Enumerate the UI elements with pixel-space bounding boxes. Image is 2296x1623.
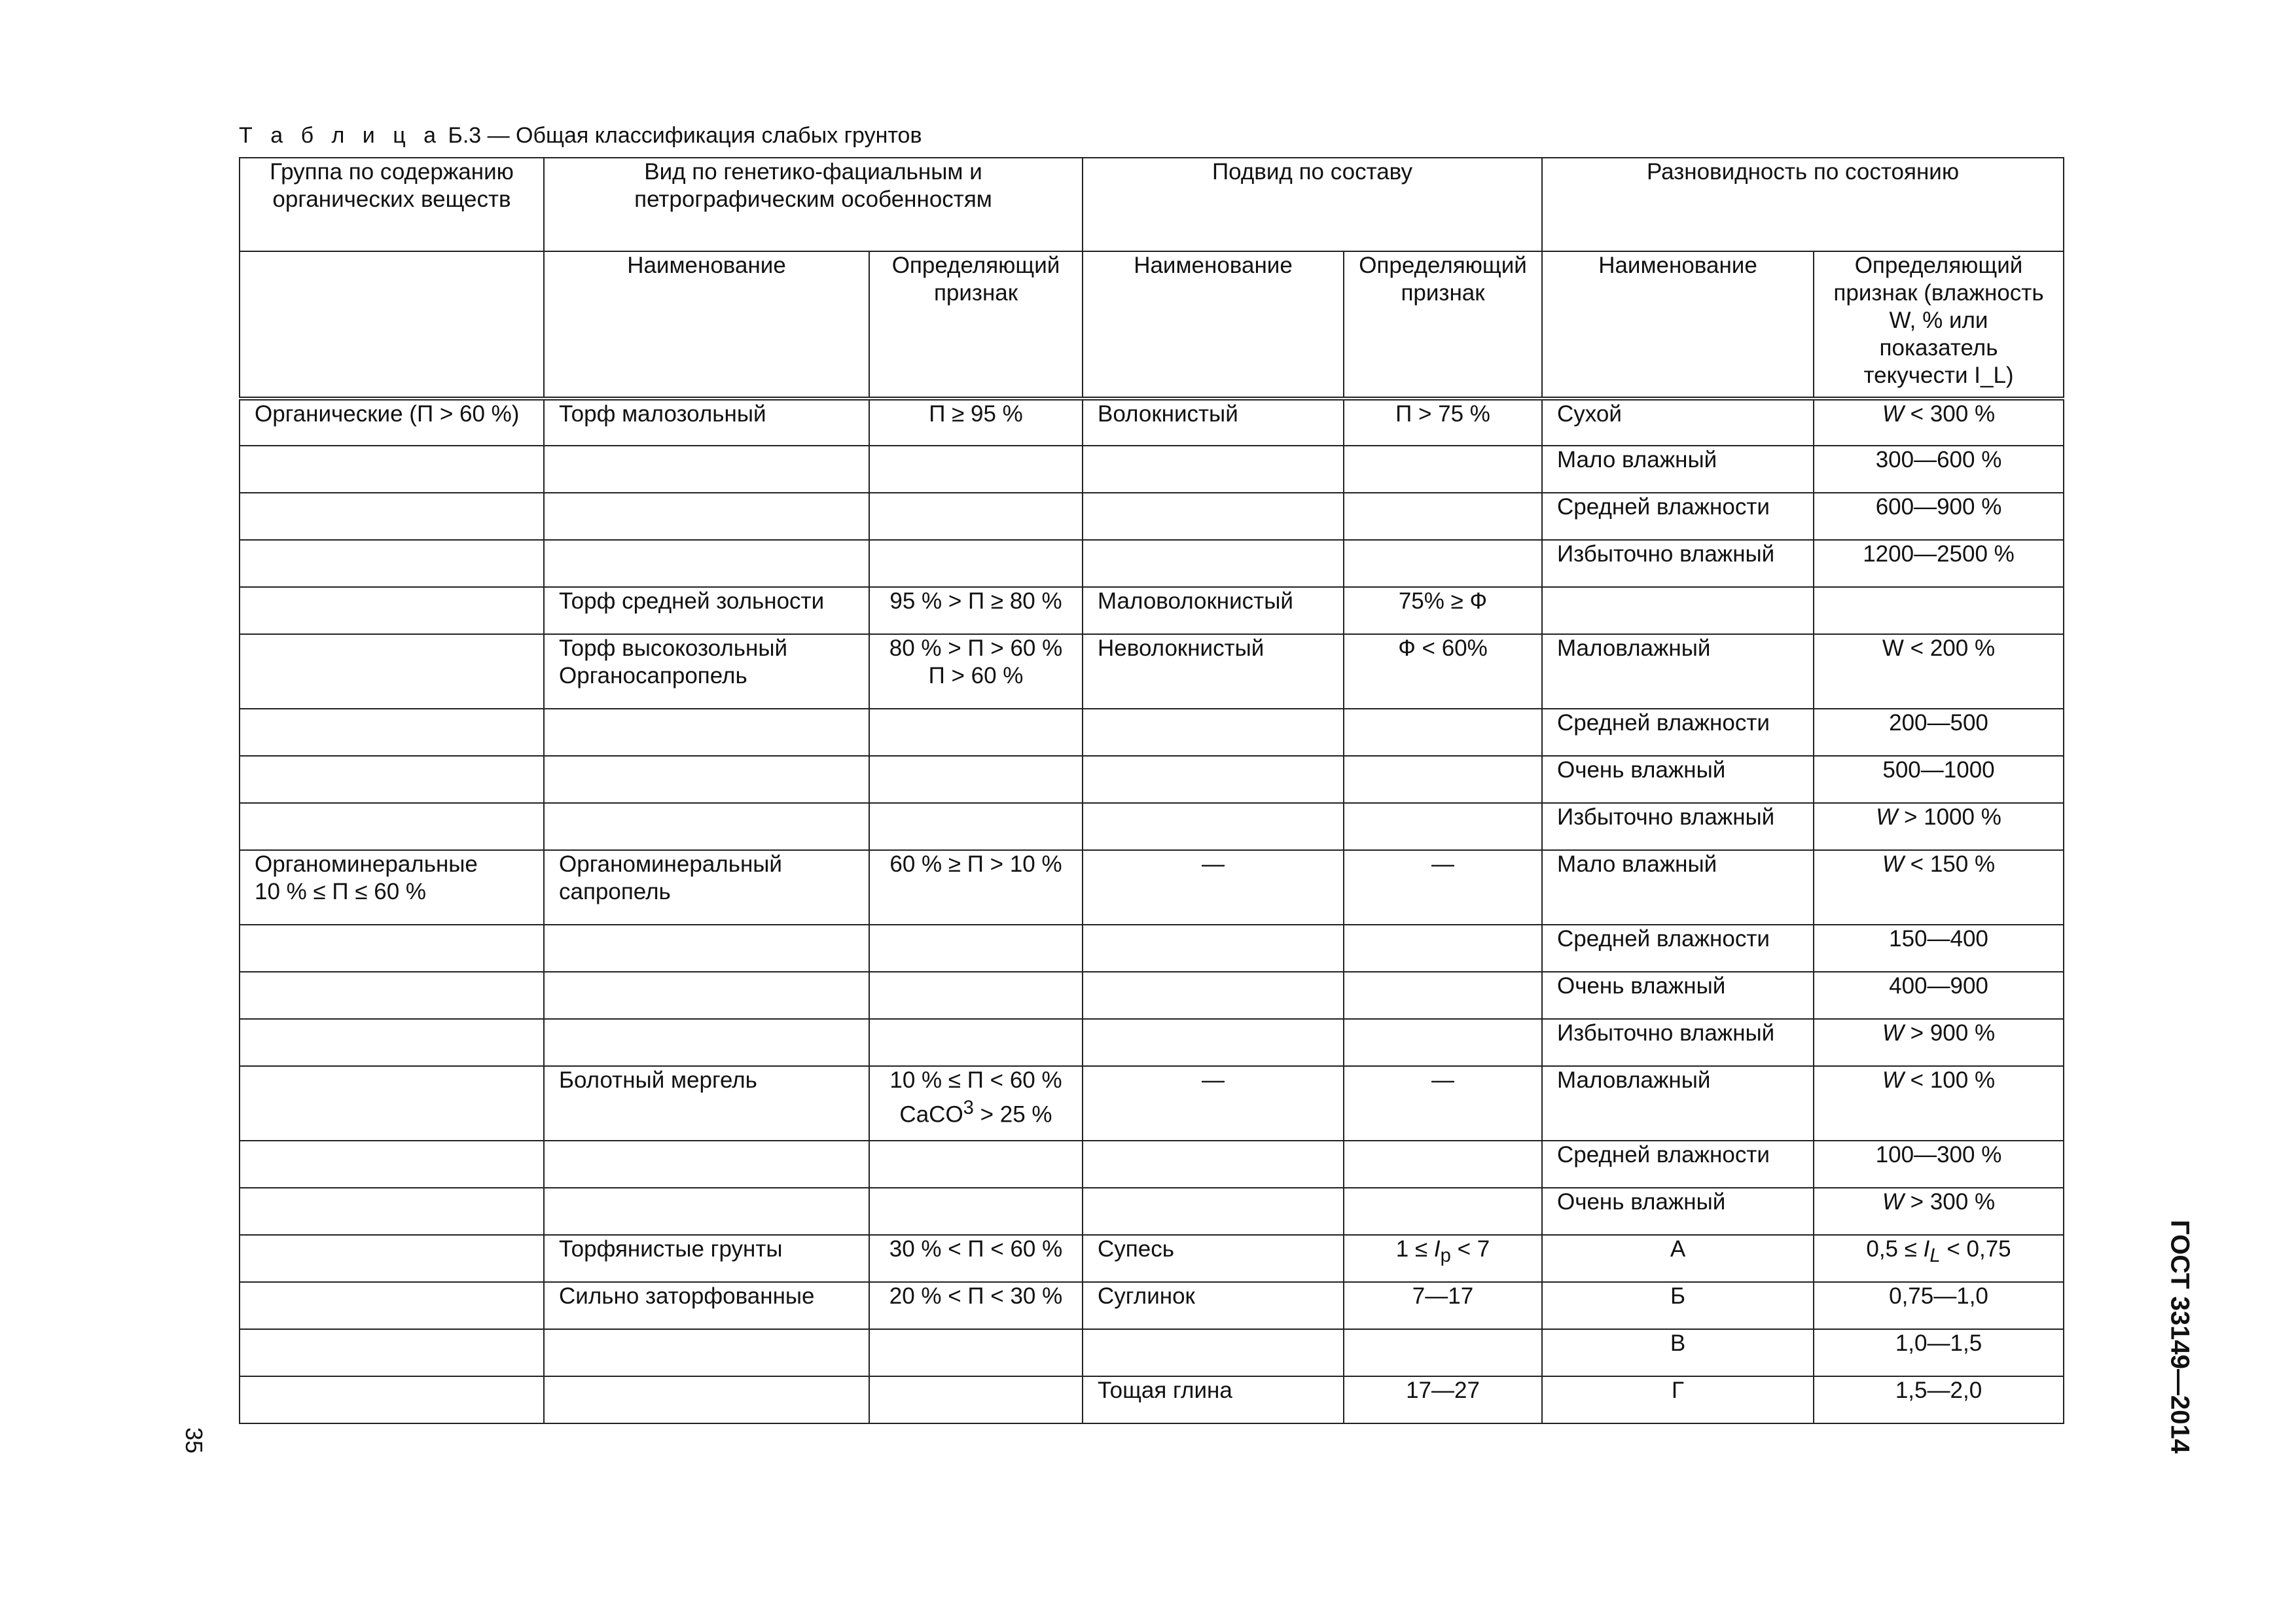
table-cell <box>240 493 544 540</box>
table-row <box>240 493 2064 540</box>
table-cell: Сильно заторфованные <box>544 1282 869 1329</box>
table-cell <box>240 587 544 634</box>
table-cell <box>1083 756 1344 803</box>
table-cell <box>1344 709 1542 756</box>
table-cell: Органоминеральные 10 % ≤ П ≤ 60 % <box>240 850 544 925</box>
table-row <box>240 803 2064 850</box>
table-cell <box>1542 587 1814 634</box>
table-cell: Маловлажный <box>1542 634 1814 709</box>
table-row <box>240 634 2064 709</box>
table-cell: 20 % < П < 30 % <box>869 1282 1083 1329</box>
table-cell: Органические (П > 60 %) <box>240 399 544 446</box>
table-cell <box>1344 493 1542 540</box>
table-cell: 300—600 % <box>1814 446 2064 493</box>
table-cell <box>1083 1019 1344 1066</box>
table-cell <box>1814 587 2064 634</box>
table-cell: 200—500 <box>1814 709 2064 756</box>
table-cell <box>1344 1329 1542 1376</box>
table-cell: Г <box>1542 1376 1814 1423</box>
table-cell: Тощая глина <box>1083 1376 1344 1423</box>
table-cell: Средней влажности <box>1542 493 1814 540</box>
table-cell: 0,75—1,0 <box>1814 1282 2064 1329</box>
table-cell <box>1083 493 1344 540</box>
table-cell <box>869 493 1083 540</box>
table-cell: 95 % > П ≥ 80 % <box>869 587 1083 634</box>
header-variety: Разновидность по состоянию <box>1542 158 2064 251</box>
table-cell: Органоминеральный сапропель <box>544 850 869 925</box>
table-cell: Избыточно влажный <box>1542 1019 1814 1066</box>
table-cell <box>544 803 869 850</box>
table-cell: Ф < 60% <box>1344 634 1542 709</box>
table-cell <box>544 1188 869 1235</box>
table-cell <box>240 540 544 587</box>
table-cell: 500—1000 <box>1814 756 2064 803</box>
table-cell: 1,0—1,5 <box>1814 1329 2064 1376</box>
table-cell: 80 % > П > 60 % П > 60 % <box>869 634 1083 709</box>
table-cell <box>544 756 869 803</box>
table-cell: 30 % < П < 60 % <box>869 1235 1083 1282</box>
table-cell: W < 100 % <box>1814 1066 2064 1141</box>
table-cell: 100—300 % <box>1814 1141 2064 1188</box>
table-cell <box>240 634 544 709</box>
caption-prefix: Т а б л и ц а <box>239 123 442 148</box>
table-cell: Торф малозольный <box>544 399 869 446</box>
table-cell <box>1083 446 1344 493</box>
table-cell: Очень влажный <box>1542 972 1814 1019</box>
table-row <box>240 1282 2064 1329</box>
table-cell <box>1344 925 1542 972</box>
table-cell <box>869 972 1083 1019</box>
table-cell: Неволокнистый <box>1083 634 1344 709</box>
table-cell <box>544 540 869 587</box>
table-cell: Избыточно влажный <box>1542 803 1814 850</box>
table-caption <box>239 123 922 149</box>
table-cell: Суглинок <box>1083 1282 1344 1329</box>
table-cell <box>869 1019 1083 1066</box>
header-subkind-name: Наименование <box>1083 251 1344 399</box>
table-cell: 1,5—2,0 <box>1814 1376 2064 1423</box>
table-cell <box>1083 803 1344 850</box>
table-cell <box>1344 756 1542 803</box>
table-cell: 1200—2500 % <box>1814 540 2064 587</box>
table-cell: — <box>1344 1066 1542 1141</box>
table-cell <box>544 1329 869 1376</box>
table-cell <box>1344 803 1542 850</box>
table-cell <box>1083 1141 1344 1188</box>
header-kind: Вид по генетико-фациальным и петрографическим особенностям <box>544 158 1083 251</box>
table-cell <box>1083 972 1344 1019</box>
table-cell: Торф высокозольный Органосапропель <box>544 634 869 709</box>
table-cell <box>1344 1019 1542 1066</box>
table-cell: 400—900 <box>1814 972 2064 1019</box>
table-cell: W < 150 % <box>1814 850 2064 925</box>
table-cell: W > 1000 % <box>1814 803 2064 850</box>
table-cell <box>240 446 544 493</box>
table-cell <box>240 1235 544 1282</box>
table-cell <box>1083 540 1344 587</box>
table-row <box>240 1376 2064 1423</box>
table-cell: Очень влажный <box>1542 756 1814 803</box>
table-row <box>240 709 2064 756</box>
table-cell <box>1083 1188 1344 1235</box>
table-cell: П ≥ 95 % <box>869 399 1083 446</box>
table-cell <box>869 756 1083 803</box>
header-variety-name: Наименование <box>1542 251 1814 399</box>
table-cell: — <box>1083 850 1344 925</box>
table-cell: Маловлажный <box>1542 1066 1814 1141</box>
table-cell <box>240 1019 544 1066</box>
table-cell: — <box>1083 1066 1344 1141</box>
table-cell <box>1344 1188 1542 1235</box>
table-cell: Мало влажный <box>1542 850 1814 925</box>
table-cell: W < 200 % <box>1814 634 2064 709</box>
table-cell <box>240 972 544 1019</box>
table-cell <box>240 1376 544 1423</box>
table-row <box>240 1235 2064 1282</box>
table-cell <box>544 1141 869 1188</box>
table-row <box>240 540 2064 587</box>
table-cell: 60 % ≥ П > 10 % <box>869 850 1083 925</box>
table-cell: Болотный мергель <box>544 1066 869 1141</box>
table-cell <box>544 1376 869 1423</box>
soil-classification-table <box>239 157 2064 1424</box>
table-cell: Средней влажности <box>1542 709 1814 756</box>
table-row <box>240 1188 2064 1235</box>
table-cell <box>869 1329 1083 1376</box>
table-cell: Волокнистый <box>1083 399 1344 446</box>
table-row <box>240 399 2064 446</box>
table-cell <box>869 540 1083 587</box>
table-cell <box>1083 1329 1344 1376</box>
table-cell <box>544 972 869 1019</box>
table-cell: Очень влажный <box>1542 1188 1814 1235</box>
table-cell: 600—900 % <box>1814 493 2064 540</box>
table-cell <box>240 1066 544 1141</box>
table-cell: 150—400 <box>1814 925 2064 972</box>
header-subkind-sign: Определяющий признак <box>1344 251 1542 399</box>
table-cell: Торф средней зольности <box>544 587 869 634</box>
header-subkind: Подвид по составу <box>1083 158 1542 251</box>
table-cell: — <box>1344 850 1542 925</box>
header-variety-sign: Определяющий признак (влажность W, % или показатель текучести I_L) <box>1814 251 2064 399</box>
table-cell: Средней влажности <box>1542 1141 1814 1188</box>
table-cell: Б <box>1542 1282 1814 1329</box>
table-cell <box>869 1376 1083 1423</box>
table-cell: W < 300 % <box>1814 399 2064 446</box>
table-row <box>240 756 2064 803</box>
table-cell <box>240 1188 544 1235</box>
table-cell: W > 900 % <box>1814 1019 2064 1066</box>
table-cell: 75% ≥ Ф <box>1344 587 1542 634</box>
table-cell <box>869 925 1083 972</box>
table-cell: Торфянистые грунты <box>544 1235 869 1282</box>
table-cell <box>1344 446 1542 493</box>
table-cell <box>869 803 1083 850</box>
header-group: Группа по содержанию органических веществ <box>240 158 544 251</box>
table-cell: $1 \le I_p < 7$ <box>1344 1235 1542 1282</box>
table-cell: 10 % ≤ П < 60 % CaCO$^3$ > 25 % <box>869 1066 1083 1141</box>
header-kind-name: Наименование <box>544 251 869 399</box>
table-cell: Супесь <box>1083 1235 1344 1282</box>
table-cell <box>869 1141 1083 1188</box>
table-cell <box>869 709 1083 756</box>
table-cell: П > 75 % <box>1344 399 1542 446</box>
table-cell <box>544 709 869 756</box>
page-number: 35 <box>181 1427 208 1454</box>
document-code: ГОСТ 33149—2014 <box>2165 1220 2195 1454</box>
table-cell: 7—17 <box>1344 1282 1542 1329</box>
table-cell: $0,5 \le I_L < 0,75$ <box>1814 1235 2064 1282</box>
table-cell <box>240 1282 544 1329</box>
table-cell <box>1344 540 1542 587</box>
table-cell: Мало влажный <box>1542 446 1814 493</box>
table-cell <box>544 446 869 493</box>
table-cell <box>1083 925 1344 972</box>
header-kind-sign: Определяющий признак <box>869 251 1083 399</box>
table-row <box>240 587 2064 634</box>
table-cell: Средней влажности <box>1542 925 1814 972</box>
table-cell <box>240 1141 544 1188</box>
table-cell: А <box>1542 1235 1814 1282</box>
table-cell: Избыточно влажный <box>1542 540 1814 587</box>
table-cell <box>544 1019 869 1066</box>
table-cell <box>240 803 544 850</box>
table-row <box>240 446 2064 493</box>
table-row <box>240 1329 2064 1376</box>
table-cell <box>240 709 544 756</box>
header-empty <box>240 251 544 399</box>
table-row <box>240 1066 2064 1141</box>
table-cell: Сухой <box>1542 399 1814 446</box>
table-cell <box>544 925 869 972</box>
table-body <box>240 399 2064 1423</box>
table-cell <box>1344 972 1542 1019</box>
table-row <box>240 1019 2064 1066</box>
table-cell <box>240 1329 544 1376</box>
table-cell <box>544 493 869 540</box>
caption-title: Б.3 — Общая классификация слабых грунтов <box>448 123 922 148</box>
table-row <box>240 972 2064 1019</box>
table-cell: W > 300 % <box>1814 1188 2064 1235</box>
table-cell <box>1083 709 1344 756</box>
table-cell <box>240 925 544 972</box>
table-cell: 17—27 <box>1344 1376 1542 1423</box>
table-cell <box>869 446 1083 493</box>
table-cell <box>240 756 544 803</box>
table-row <box>240 850 2064 925</box>
table-row <box>240 925 2064 972</box>
table-cell: В <box>1542 1329 1814 1376</box>
table-cell: Маловолокнистый <box>1083 587 1344 634</box>
table-cell <box>869 1188 1083 1235</box>
table-row <box>240 1141 2064 1188</box>
table-cell <box>1344 1141 1542 1188</box>
